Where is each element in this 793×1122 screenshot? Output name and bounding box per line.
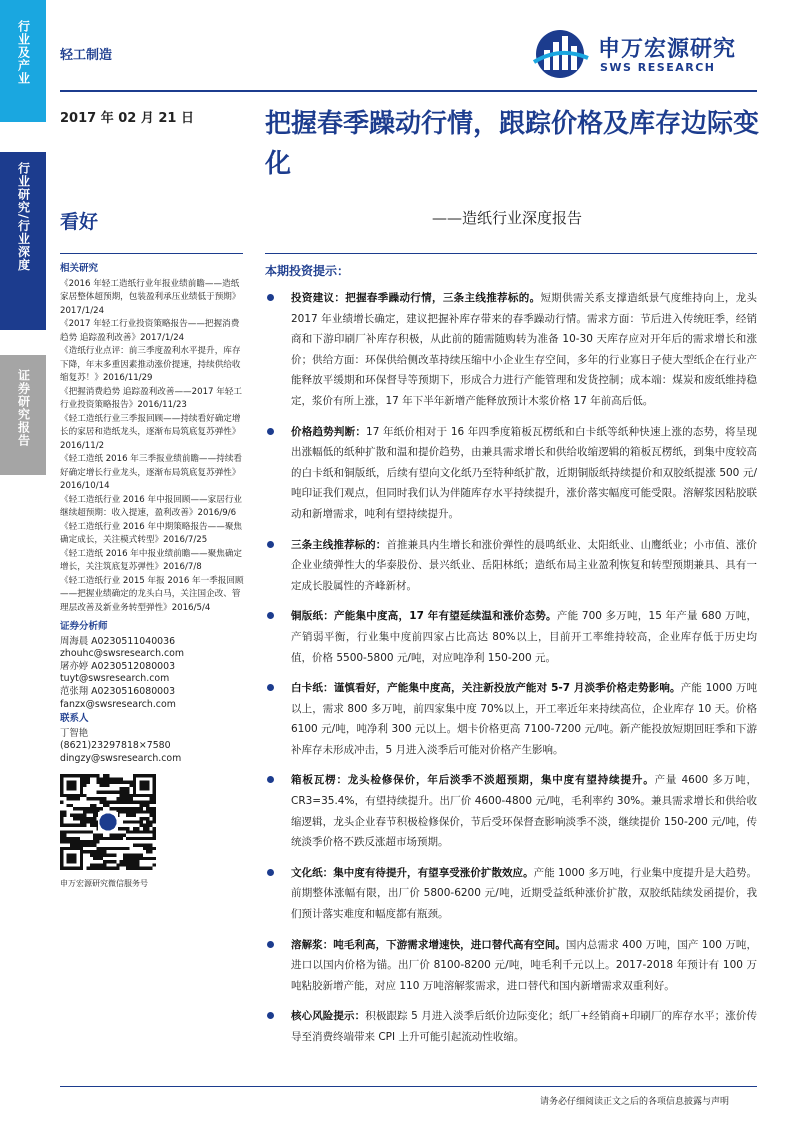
- tab-industry: [0, 0, 46, 122]
- contact-block: [60, 713, 245, 765]
- related-research-item[interactable]: 《轻工造纸行业三季报回顾——持续看好确定增长的家居和造纸龙头，逐渐布局筑底复苏弹性》2016/11/2: [60, 413, 241, 451]
- sidebar-divider: [60, 253, 243, 254]
- highlight-item: [265, 606, 757, 668]
- highlight-item: [265, 1006, 757, 1047]
- contact-email[interactable]: dingzy@swsresearch.com: [60, 752, 182, 764]
- highlight-text: 积极跟踪 5 月进入淡季后纸价边际变化；纸厂+经销商+印刷厂的库存水平；涨价传导至消费终端带来 CPI 上升可能引起流动性收缩。: [291, 1010, 758, 1043]
- tab-securities-report: [0, 355, 46, 475]
- highlight-lead: 箱板瓦楞：龙头检修保价，年后淡季不淡超预期，集中度有望持续提升。: [291, 774, 655, 787]
- highlight-text: 产能 1000 多万吨，行业集中度提升是大趋势。前期整体涨幅有限，出厂价 5800-6200 元/吨，近期受益纸种涨价扩散，双胶纸陆续发函提价，我们预计落实难度和幅度都有瓶颈。: [291, 866, 757, 921]
- rating: 看好: [60, 211, 99, 233]
- highlight-lead: 核心风险提示：: [291, 1010, 366, 1023]
- related-research-list: [60, 278, 245, 616]
- investment-highlights: [265, 262, 757, 1058]
- related-research-item[interactable]: 《2016 年轻工造纸行业年报业绩前瞻——造纸家居整体超预期，包装盈利承压业绩低于预期》2017/1/24: [60, 278, 241, 316]
- analyst-name: 周海晨 A0230511040036: [60, 635, 176, 647]
- contact-phone: (8621)23297818×7580: [60, 740, 171, 752]
- highlights-list: [265, 288, 757, 1048]
- tab-research-type: [0, 152, 46, 330]
- highlight-lead: 价格趋势判断：: [291, 425, 367, 438]
- report-date: 2017 年 02 月 21 日: [60, 111, 194, 126]
- related-research-heading: 相关研究: [60, 263, 99, 274]
- related-research-item[interactable]: 《轻工造纸行业 2016 年中报回顾——家居行业继续超预期：收入提速，盈利改善》2016/9/6: [60, 494, 243, 518]
- highlight-text: 产量 4600 多万吨，CR3=35.4%，有望持续提升。出厂价 4600-4800 元/吨，毛利率约 30%。兼具需求增长和供给收缩逻辑，龙头企业春节积极检修保价，节后受环保督查影响淡季不淡，继续提价 150-200 元/吨，传统淡季价格不跌反涨超市场预期。: [291, 774, 757, 849]
- logo-english-name: SWS RESEARCH: [600, 61, 716, 74]
- highlight-item: [265, 422, 757, 525]
- analyst-name: 屠亦婷 A0230512080003: [60, 660, 176, 672]
- tab-industry-label: 行业及产业: [16, 20, 31, 85]
- disclaimer: 请务必仔细阅读正文之后的各项信息披露与声明: [540, 1097, 730, 1107]
- highlight-item: [265, 288, 757, 412]
- sidebar: [60, 262, 245, 891]
- highlight-lead: 三条主线推荐标的：: [291, 538, 387, 551]
- highlight-lead: 文化纸：集中度有待提升，有望享受涨价扩散效应。: [291, 866, 534, 879]
- highlight-text: 首推兼具内生增长和涨价弹性的晨鸣纸业、太阳纸业、山鹰纸业；小市值、涨价企业业绩弹性大的华泰股份、景兴纸业、岳阳林纸；造纸布局主业盈利恢复和转型预期兼具、具有一定成长股属性的齐峰新材。: [291, 538, 758, 592]
- header-divider: [60, 90, 757, 92]
- main-divider: [265, 253, 757, 254]
- footer-divider: [60, 1086, 757, 1087]
- industry-category: 轻工制造: [60, 48, 113, 63]
- report-title: 把握春季躁动行情，跟踪价格及库存边际变化: [265, 109, 760, 179]
- highlight-item: [265, 935, 757, 997]
- highlight-text: 产能 700 多万吨，15 年产量 680 万吨，产销弱平衡，行业集中度前四家占比高达 80%以上，目前开工率维持较高，企业库存低于历史均值，价格 5500-5800 元/吨，对应吨净利 150-200 元。: [291, 610, 757, 664]
- qr-code-icon[interactable]: [60, 774, 156, 870]
- highlights-heading: 本期投资提示：: [265, 264, 350, 278]
- analysts-block: [60, 621, 245, 711]
- highlight-lead: 白卡纸：谨慎看好，产能集中度高，关注新投放产能对 5-7 月淡季价格走势影响。: [291, 682, 681, 695]
- related-research-item[interactable]: 《2017 年轻工行业投资策略报告——把握消费趋势 追踪盈利改善》2017/1/24: [60, 319, 240, 343]
- related-research-item[interactable]: 《轻工造纸行业 2015 年报 2016 年一季报回顾——把握业绩确定的龙头白马，关注国企改、管理层改善及新业务转型弹性》2016/5/4: [60, 575, 244, 613]
- contact-name: 丁智艳: [60, 727, 89, 739]
- qr-caption: 申万宏源研究微信服务号: [60, 879, 148, 889]
- analyst-email[interactable]: zhouhc@swsresearch.com: [60, 648, 185, 660]
- analyst-email[interactable]: tuyt@swsresearch.com: [60, 673, 170, 685]
- highlight-item: [265, 535, 757, 597]
- related-research-item[interactable]: 《轻工造纸 2016 年中报业绩前瞻——聚焦确定增长，关注筑底复苏弹性》2016/7/8: [60, 548, 243, 572]
- highlight-item: [265, 770, 757, 852]
- sws-logo: [530, 28, 755, 80]
- highlight-text: 17 年纸价相对于 16 年四季度箱板瓦楞纸和白卡纸等纸种快速上涨的态势，将呈现出涨幅低的纸种扩散和温和提价趋势，由兼具需求增长和供给收缩逻辑的箱板瓦楞纸，到集中度较高的白卡纸和铜版纸，后续有望向文化纸乃至特种纸扩散，近期铜版纸持续提价和双胶纸提涨 500 元/吨印证我们观点，但同时我们认为伴随库存水平持续提升，涨价落实幅度可能受限。溶解浆因粘胶联动和新增需求，吨利有望持续提升。: [291, 425, 758, 520]
- sws-logo-icon: [530, 28, 590, 80]
- logo-chinese-name: 申万宏源研究: [598, 37, 737, 62]
- highlight-item: [265, 678, 757, 760]
- wechat-qr-block: [60, 774, 156, 891]
- highlight-lead: 铜版纸：产能集中度高，17 年有望延续温和涨价态势。: [291, 610, 557, 623]
- analyst-list: [60, 636, 245, 712]
- highlight-item: [265, 863, 757, 925]
- highlight-text: 国内总需求 400 万吨，国产 100 万吨，进口以国内价格为锚。出厂价 8100-8200 元/吨，吨毛利千元以上。2017-2018 年预计有 100 万吨粘胶新增产能，对应 110 万吨溶解浆需求，进口替代和国内新增需求双重利好。: [291, 938, 758, 992]
- tab-securities-report-label: 证券研究报告: [16, 369, 31, 447]
- related-research-item[interactable]: 《轻工造纸行业 2016 年中期策略报告——聚焦确定成长，关注模式转型》2016/7/25: [60, 521, 243, 545]
- highlight-text: 短期供需关系支撑造纸景气度维持向上，龙头 2017 年业绩增长确定，建议把握补库存带来的春季躁动行情。需求方面：节后进入传统旺季，经销商和下游印刷厂补库存积极，从此前的随需随购转为准备 10-30 天库存应对开年后的需求增长和涨价；供给方面：环保供给侧改革持续压缩中小企业生存空间，多年的行业寡日子使大型纸企在行业产能释放平缓期和环保督导等预期下，形成合力进行产能管理和发货控制；成本端：煤炭和废纸维持稳定，浆价有所上涨，17 年下半年新增产能释放预计木浆价格 17 年前高后低。: [291, 292, 758, 407]
- analyst-name: 范张翔 A0230516080003: [60, 685, 176, 697]
- contact-heading: 联系人: [60, 713, 89, 725]
- report-subtitle: ——造纸行业深度报告: [432, 209, 583, 227]
- tab-research-type-label: 行业研究/行业深度: [16, 162, 31, 272]
- related-research-item[interactable]: 《轻工造纸 2016 年三季报业绩前瞻——持续看好确定增长行业龙头，逐渐布局筑底复苏弹性》2016/10/14: [60, 454, 243, 491]
- highlight-lead: 溶解浆：吨毛利高，下游需求增速快，进口替代高有空间。: [291, 938, 566, 951]
- related-research-item[interactable]: 《把握消费趋势 追踪盈利改善——2017 年轻工行业投资策略报告》2016/11/23: [60, 386, 243, 410]
- highlight-text: 产能 1000 万吨以上，需求 800 多万吨，前四家集中度 70%以上，开工率近年来持续高位，企业库存 10 天。价格 6100 元/吨，吨净利 300 元以上。烟卡价格更高 7100-7200 元/吨。新产能投放短期回旺季和下游补库存未形成冲击，5 月进入淡季后可能对价格产生影响。: [291, 682, 757, 756]
- analyst-email[interactable]: fanzx@swsresearch.com: [60, 698, 176, 710]
- related-research-item[interactable]: 《造纸行业点评：前三季度盈利水平提升，库存下降，年末多重因素推动涨价提速，持续供给收缩复苏！》2016/11/29: [60, 346, 241, 383]
- highlight-lead: 投资建议：把握春季躁动行情，三条主线推荐标的。: [291, 292, 541, 304]
- analysts-heading: 证券分析师: [60, 621, 108, 632]
